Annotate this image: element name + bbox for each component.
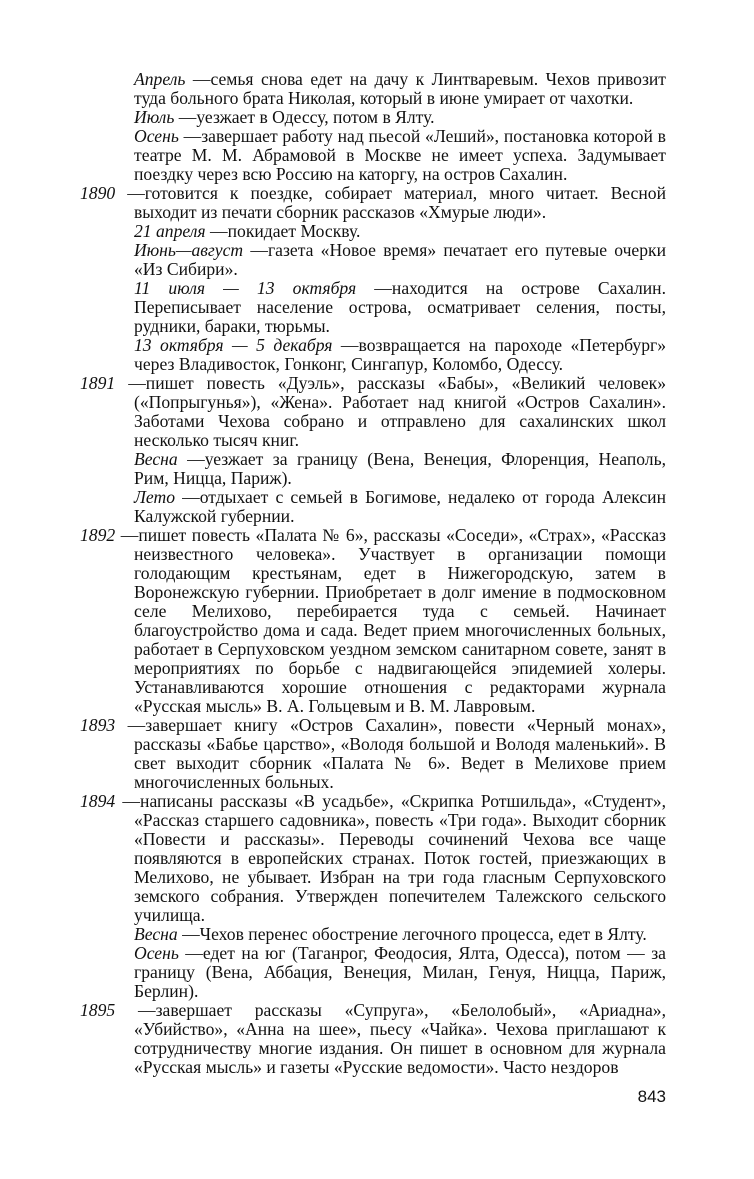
entry-period: Осень — bbox=[134, 126, 201, 146]
entry-text: пишет повесть «Палата № 6», рассказы «Соседи», «Страх», «Рассказ неизвестного человека». Участвует в организации помощи голодающим крестьянам, едет в Нижегородскую, затем в Воронежскую губернии. Приобретает в долг имение в подмосковном селе Мелихово, перебирается туда с семьей. Начинает благоустройство дома и сада. Ведет прием многочисленных больных, работает в Серпуховском уездном земском санитарном совете, занят в мероприятиях по борьбе с надвигающейся эпидемией холеры. Устанавливаются хорошие отношения с редакторами журнала «Русская мысль» В. А. Гольцевым и В. М. Лавровым. bbox=[134, 525, 666, 716]
entry-text: возвращается на пароходе «Петербург» через Владивосток, Гонконг, Сингапур, Коломбо, Одессу. bbox=[134, 335, 667, 374]
chronology-text bbox=[80, 70, 666, 1077]
entry-text: пишет повесть «Дуэль», рассказы «Бабы», «Великий человек» («Попрыгунья»), «Жена». Работает над книгой «Остров Сахалин». Заботами Чехова собрано и отправлено для сахалинских школ несколько тысяч книг. bbox=[134, 373, 666, 450]
year-entry bbox=[80, 184, 666, 222]
entry-text: едет на юг (Таганрог, Феодосия, Ялта, Одесса), потом — за границу (Вена, Аббация, Венеция, Милан, Генуя, Ницца, Париж, Берлин). bbox=[134, 943, 666, 1001]
entry-year: 1890 — bbox=[80, 183, 145, 203]
entry-text: завершает работу над пьесой «Леший», постановка которой в театре М. М. Абрамовой в Москве не имеет успеха. Задумывает поездку через всю Россию на каторгу, на остров Сахалин. bbox=[134, 126, 666, 184]
entry-year: 1892 — bbox=[80, 525, 138, 545]
entry-text: завершает рассказы «Супруга», «Белолобый», «Ариадна», «Убийство», «Анна на шее», пьесу «Чайка». Чехова приглашают к сотрудничеству многие издания. Он пишет в основном для журнала «Русская мысль» и газеты «Русские ведомости». Часто нездоров bbox=[134, 1000, 666, 1077]
entry-period: Апрель — bbox=[134, 69, 210, 89]
entry-period: Июнь—август — bbox=[134, 240, 268, 260]
chronology-entry bbox=[80, 279, 666, 336]
chronology-entry bbox=[80, 336, 666, 374]
entry-period: 13 октября — 5 декабря — bbox=[134, 335, 359, 355]
entry-year: 1893 — bbox=[80, 715, 145, 735]
entry-year: 1895 — bbox=[80, 1000, 156, 1020]
chronology-entry bbox=[80, 450, 666, 488]
entry-period: Весна — bbox=[134, 449, 205, 469]
chronology-entry bbox=[80, 925, 666, 944]
entry-text: Чехов перенес обострение легочного процесса, едет в Ялту. bbox=[199, 924, 647, 944]
entry-text: находится на острове Сахалин. Переписывает население острова, осматривает селения, посты, рудники, бараки, тюрьмы. bbox=[134, 278, 666, 336]
entry-text: написаны рассказы «В усадьбе», «Скрипка Ротшильда», «Студент», «Рассказ старшего садовника», повесть «Три года». Выходит сборник «Повести и рассказы». Переводы сочинений Чехова все чаще появляются в европейских странах. Поток гостей, приезжающих в Мелихово, не убывает. Избран на три года гласным Серпуховского земского собрания. Утвержден попечителем Талежского сельского училища. bbox=[134, 791, 666, 925]
chronology-entry bbox=[80, 108, 666, 127]
year-entry bbox=[80, 1001, 666, 1077]
entry-period: Июль — bbox=[134, 107, 196, 127]
entry-text: уезжает за границу (Вена, Венеция, Флоренция, Неаполь, Рим, Ницца, Париж). bbox=[134, 449, 666, 488]
chronology-entry bbox=[80, 241, 666, 279]
year-entry bbox=[80, 374, 666, 450]
chronology-entry bbox=[80, 127, 666, 184]
entry-text: уезжает в Одессу, потом в Ялту. bbox=[196, 107, 435, 127]
page-number: 843 bbox=[637, 1087, 666, 1106]
entry-text: завершает книгу «Остров Сахалин», повести «Черный монах», рассказы «Бабье царство», «Володя большой и Володя маленький». В свет выходит сборник «Палата № 6». Ведет в Мелихове прием многочисленных больных. bbox=[134, 715, 666, 792]
chronology-entry bbox=[80, 222, 666, 241]
entry-text: газета «Новое время» печатает его путевые очерки «Из Сибири». bbox=[134, 240, 666, 279]
entry-year: 1894 — bbox=[80, 791, 140, 811]
year-entry bbox=[80, 792, 666, 925]
entry-text: семья снова едет на дачу к Линтваревым. Чехов привозит туда больного брата Николая, который в июне умирает от чахотки. bbox=[134, 69, 666, 108]
entry-text: готовится к поездке, собирает материал, много читает. Весной выходит из печати сборник рассказов «Хмурые люди». bbox=[134, 183, 666, 222]
chronology-entry bbox=[80, 70, 666, 108]
entry-period: Осень — bbox=[134, 943, 203, 963]
chronology-entry bbox=[80, 944, 666, 1001]
entry-period: Лето — bbox=[134, 487, 200, 507]
chronology-entry bbox=[80, 488, 666, 526]
year-entry bbox=[80, 716, 666, 792]
entry-period: 21 апреля — bbox=[134, 221, 228, 241]
entry-period: Весна — bbox=[134, 924, 200, 944]
entry-text: отдыхает с семьей в Богимове, недалеко от города Алексин Калужской губернии. bbox=[134, 487, 666, 526]
entry-year: 1891 — bbox=[80, 373, 146, 393]
year-entry bbox=[80, 526, 666, 716]
entry-period: 11 июля — 13 октября — bbox=[134, 278, 392, 298]
entry-text: покидает Москву. bbox=[227, 221, 361, 241]
